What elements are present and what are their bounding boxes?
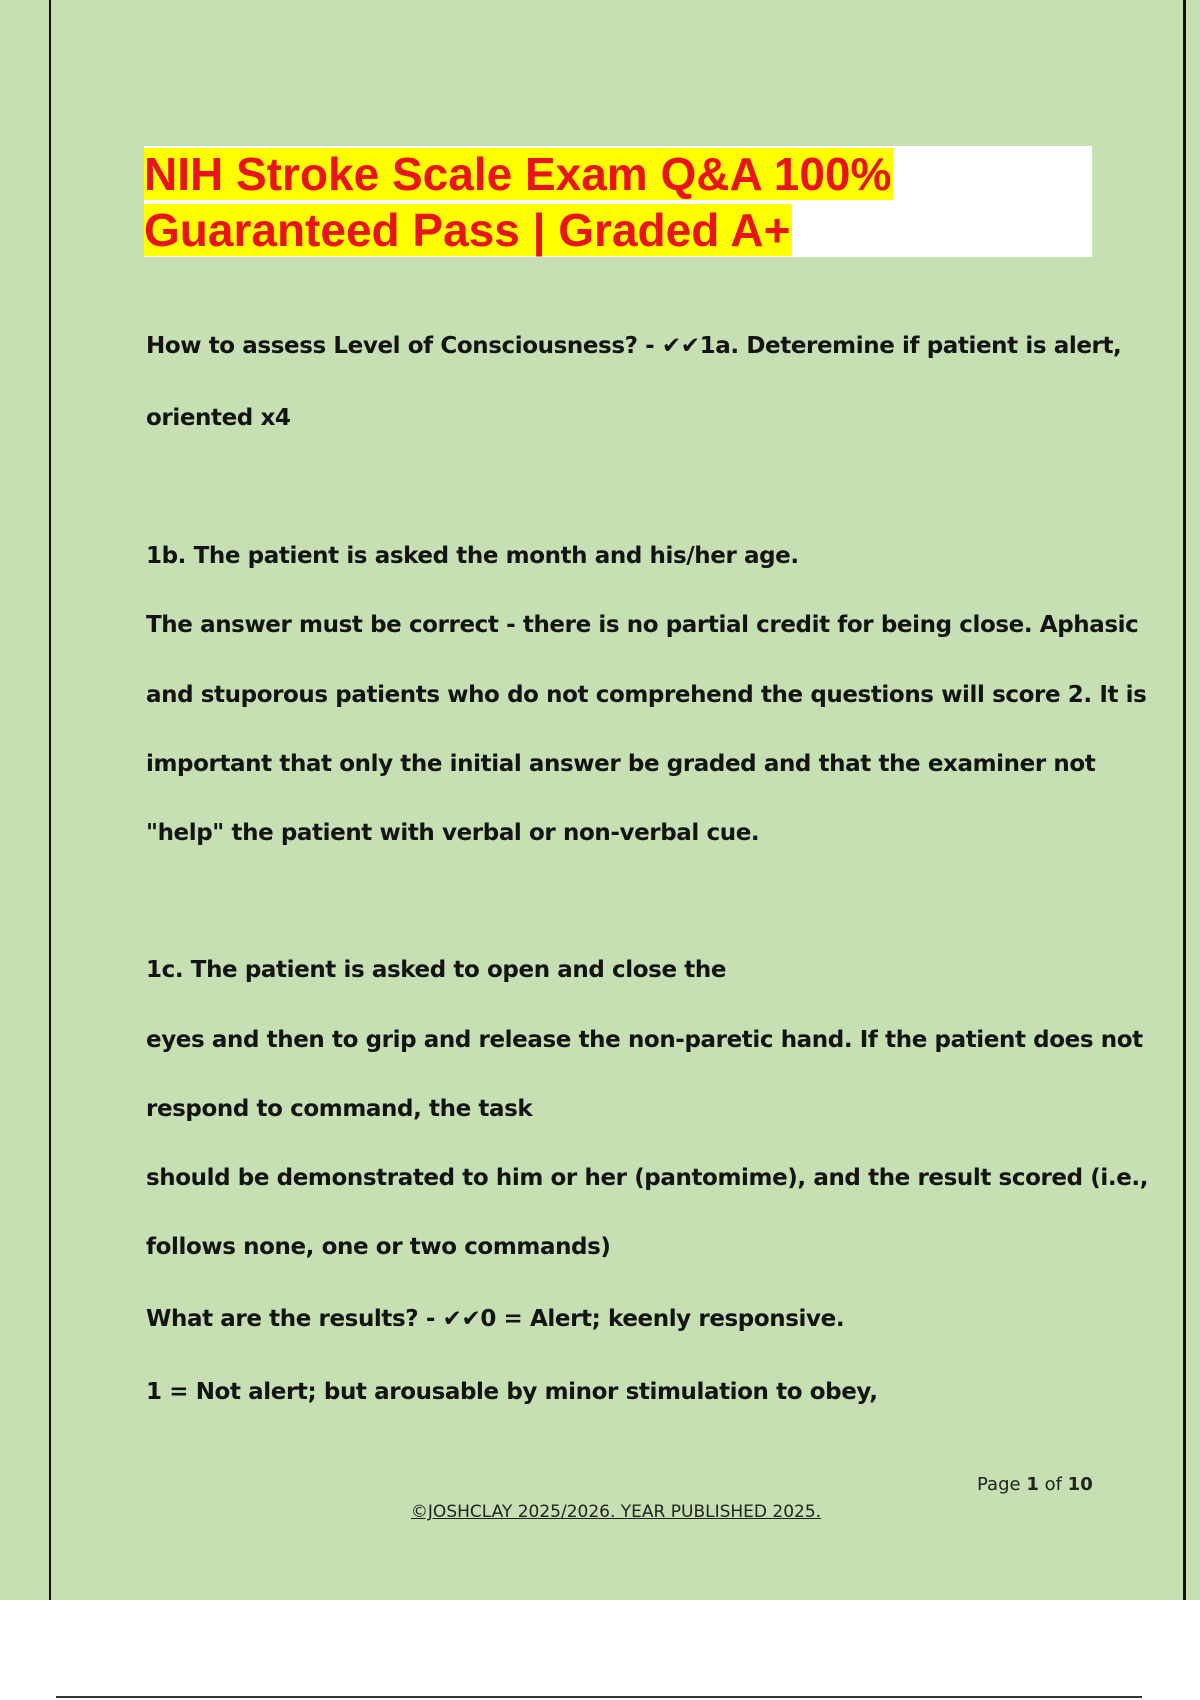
body-line: important that only the initial answer be graded and that the examiner not: [146, 751, 1096, 777]
body-line: The answer must be correct - there is no partial credit for being close. Aphasic: [146, 612, 1139, 638]
body-line: should be demonstrated to him or her (pantomime), and the result scored (i.e.,: [146, 1165, 1149, 1191]
next-page-rule: [56, 1696, 1142, 1698]
body-line: follows none, one or two commands): [146, 1234, 611, 1260]
body-line: respond to command, the task: [146, 1096, 533, 1122]
document-title: [144, 146, 893, 258]
copyright-footer: ©JOSHCLAY 2025/2026. YEAR PUBLISHED 2025.: [410, 1502, 822, 1522]
body-line: How to assess Level of Consciousness? - ✔✔1a. Deteremine if patient is alert,: [146, 333, 1122, 359]
page-right-border: [1183, 0, 1186, 1600]
page-current: 1: [1026, 1474, 1039, 1495]
body-line: 1b. The patient is asked the month and his/her age.: [146, 543, 799, 569]
title-line-2: Guaranteed Pass | Graded A+: [144, 204, 791, 256]
page-total: 10: [1067, 1474, 1093, 1495]
page-label: Page: [977, 1474, 1021, 1495]
body-line: 1c. The patient is asked to open and close the: [146, 957, 727, 983]
title-line-1: NIH Stroke Scale Exam Q&A 100%: [144, 148, 892, 200]
body-line: eyes and then to grip and release the non-paretic hand. If the patient does not: [146, 1027, 1143, 1053]
body-line: What are the results? - ✔✔0 = Alert; keenly responsive.: [146, 1306, 845, 1332]
body-line: and stuporous patients who do not comprehend the questions will score 2. It is: [146, 682, 1147, 708]
body-line: oriented x4: [146, 405, 291, 431]
page-number: [977, 1474, 1093, 1495]
body-line: "help" the patient with verbal or non-verbal cue.: [146, 820, 760, 846]
page-of: of: [1044, 1474, 1062, 1495]
page-left-border: [49, 0, 51, 1600]
body-line: 1 = Not alert; but arousable by minor stimulation to obey,: [146, 1379, 878, 1405]
